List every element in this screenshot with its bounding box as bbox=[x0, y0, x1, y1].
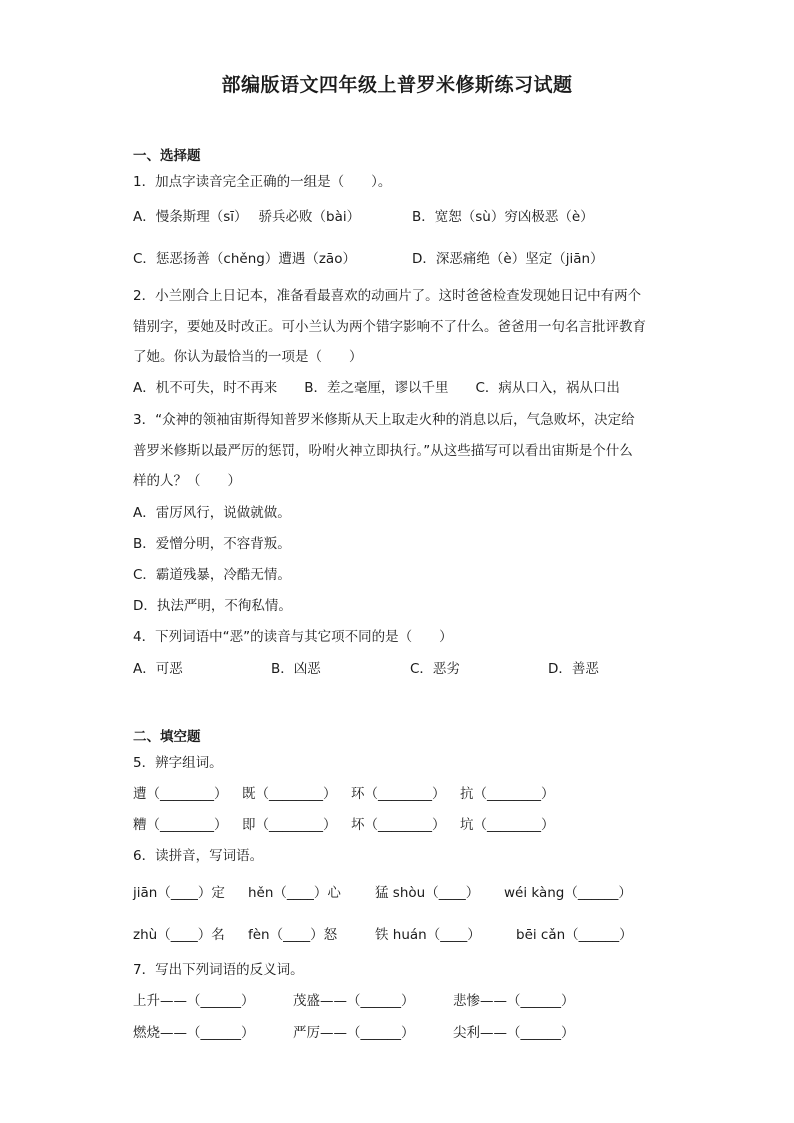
q6-item: hěn（____）心 bbox=[248, 885, 341, 901]
q7-item: 茂盛——（______） bbox=[293, 993, 415, 1009]
q2-stem-line2: 错别字，要她及时改正。可小兰认为两个错字影响不了什么。爸爸用一句名言批评教育 bbox=[133, 319, 646, 335]
q6-item: fèn（____）怒 bbox=[248, 927, 338, 943]
q5-item: 坑（________） bbox=[460, 817, 555, 833]
q6-item: 铁 huán（____） bbox=[375, 927, 481, 943]
q3-stem-line3: 样的人？（ ） bbox=[133, 473, 241, 489]
q6-item: jiān（____）定 bbox=[133, 885, 225, 901]
q4-option-a: A．可恶 bbox=[133, 661, 183, 677]
q1-option-c: C．惩恶扬善（chěng）遭遇（zāo） bbox=[133, 251, 356, 267]
q5-item: 糟（________） bbox=[133, 817, 228, 833]
q5-stem: 5．辨字组词。 bbox=[133, 755, 223, 771]
q2-options: A．机不可失，时不再来 B．差之毫厘，谬以千里 C．病从口入，祸从口出 bbox=[133, 380, 620, 396]
q3-stem-line2: 普罗米修斯以最严厉的惩罚，吩咐火神立即执行。”从这些描写可以看出宙斯是个什么 bbox=[133, 443, 633, 459]
q5-item: 即（________） bbox=[242, 817, 337, 833]
q3-stem-line1: 3．“众神的领袖宙斯得知普罗米修斯从天上取走火种的消息以后，气急败坏，决定给 bbox=[133, 412, 635, 428]
q5-item: 环（________） bbox=[351, 786, 446, 802]
page-title: 部编版语文四年级上普罗米修斯练习试题 bbox=[221, 74, 573, 96]
q1-option-b: B．宽恕（sù）穷凶极恶（è） bbox=[412, 209, 594, 225]
q1-option-d: D．深恶痛绝（è）坚定（jiān） bbox=[412, 251, 604, 267]
q7-item: 燃烧——（______） bbox=[133, 1025, 255, 1041]
q5-item: 抗（________） bbox=[460, 786, 555, 802]
q6-item: bēi cǎn（______） bbox=[516, 927, 633, 943]
q7-item: 上升——（______） bbox=[133, 993, 255, 1009]
q3-option-a: A．雷厉风行，说做就做。 bbox=[133, 505, 291, 521]
q4-option-d: D．善恶 bbox=[548, 661, 599, 677]
q4-option-c: C．恶劣 bbox=[410, 661, 460, 677]
q7-item: 严厉——（______） bbox=[293, 1025, 415, 1041]
q1-option-a: A．慢条斯理（sī） 骄兵必败（bài） bbox=[133, 209, 361, 225]
q7-item: 尖利——（______） bbox=[453, 1025, 575, 1041]
q4-stem: 4．下列词语中“恶”的读音与其它项不同的是（ ） bbox=[133, 629, 453, 645]
q1-stem: 1．加点字读音完全正确的一组是（ ）。 bbox=[133, 174, 392, 190]
q2-stem-line3: 了她。你认为最恰当的一项是（ ） bbox=[133, 349, 363, 365]
q6-stem: 6．读拼音，写词语。 bbox=[133, 848, 264, 864]
section-heading-fill: 二、填空题 bbox=[133, 729, 201, 745]
q5-item: 既（________） bbox=[242, 786, 337, 802]
q2-stem-line1: 2．小兰刚合上日记本，准备看最喜欢的动画片了。这时爸爸检查发现她日记中有两个 bbox=[133, 288, 642, 304]
q3-option-c: C．霸道残暴，冷酷无情。 bbox=[133, 567, 291, 583]
q5-item: 坏（________） bbox=[351, 817, 446, 833]
q5-item: 遭（________） bbox=[133, 786, 228, 802]
q6-item: 猛 shòu（____） bbox=[375, 885, 480, 901]
q3-option-b: B．爱憎分明，不容背叛。 bbox=[133, 536, 291, 552]
section-heading-choice: 一、选择题 bbox=[133, 148, 201, 164]
q3-option-d: D．执法严明，不徇私情。 bbox=[133, 598, 292, 614]
q6-item: zhù（____）名 bbox=[133, 927, 225, 943]
q7-item: 悲惨——（______） bbox=[453, 993, 575, 1009]
q7-stem: 7．写出下列词语的反义词。 bbox=[133, 962, 304, 978]
q4-option-b: B．凶恶 bbox=[271, 661, 321, 677]
q6-item: wéi kàng（______） bbox=[504, 885, 632, 901]
